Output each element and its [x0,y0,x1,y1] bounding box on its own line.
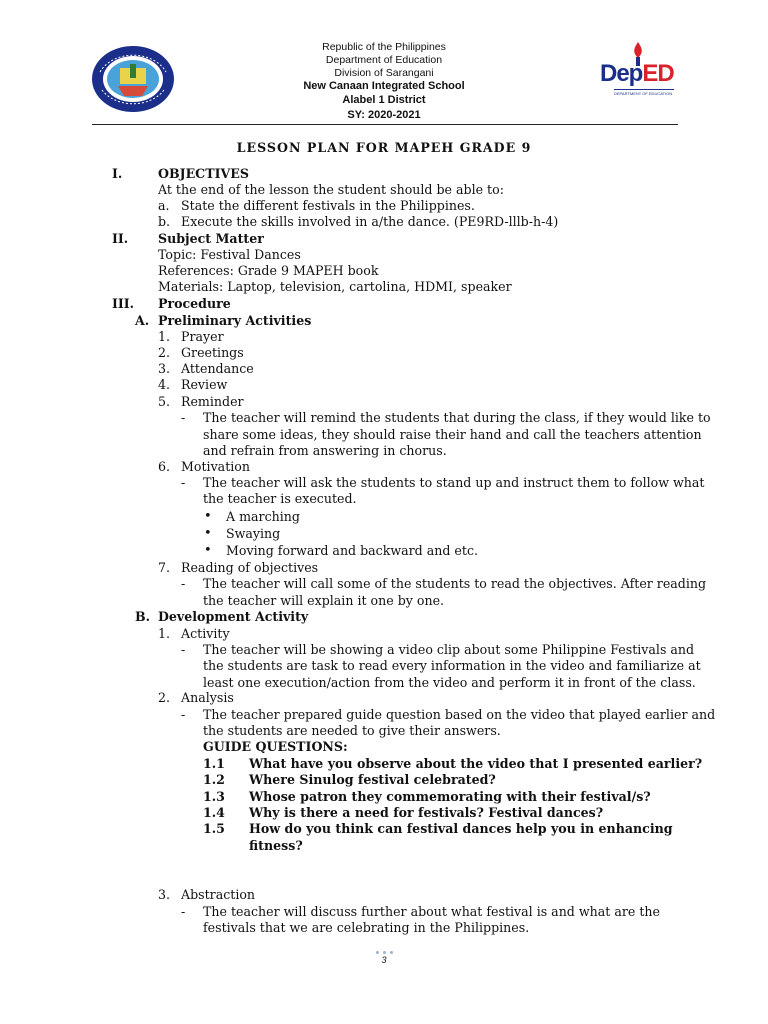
objective-label: b. [158,214,171,229]
abstraction-line: The teacher will discuss further about what festival is and what are the [203,904,660,919]
question-text: Why is there a need for festivals? Festival dances? [249,805,604,820]
activity-line: The teacher will be showing a video clip about some Philippine Festivals and [203,642,695,657]
subsection-label-b: B. [135,609,151,624]
abstraction-line: festivals that we are celebrating in the Philippines. [203,920,530,935]
header-sy: SY: 2020-2021 [347,109,421,121]
header-district: Alabel 1 District [342,94,426,106]
header-republic: Republic of the Philippines [322,41,446,53]
list-number: 1. [158,329,171,344]
question-number: 1.3 [203,789,225,804]
objective-text: Execute the skills involved in a/the dance. (PE9RD-lllb-h-4) [181,214,559,229]
motivation-line: the teacher is executed. [203,491,357,506]
question-text: Whose patron they commemorating with their festival/s? [249,789,651,804]
question-number: 1.4 [203,805,225,820]
list-item: Attendance [181,361,254,376]
list-item: Prayer [181,329,224,344]
activity-line: the students are task to read every information in the video and familiarize at [203,658,701,673]
section-heading-subject: Subject Matter [158,231,264,246]
list-number: 2. [158,345,171,360]
deped-logo [600,42,682,108]
list-number: 4. [158,377,171,392]
header-divider [92,124,678,125]
dash-marker: - [181,576,186,591]
subject-materials: Materials: Laptop, television, cartolina, HDMI, speaker [158,279,512,294]
reminder-line: The teacher will remind the students that during the class, if they would like to [203,410,711,425]
subsection-label-a: A. [135,313,150,328]
list-item: Motivation [181,459,250,474]
list-item: Abstraction [181,887,256,902]
motivation-line: The teacher will ask the students to stand up and instruct them to follow what [203,475,705,490]
subject-references: References: Grade 9 MAPEH book [158,263,379,278]
list-number: 7. [158,560,171,575]
question-text: What have you observe about the video that I presented earlier? [249,756,703,771]
header-department: Department of Education [325,54,443,66]
list-item: Reminder [181,394,244,409]
list-number: 1. [158,626,171,641]
list-item: Analysis [181,690,234,705]
reading-line: the teacher will explain it one by one. [203,593,445,608]
objective-label: a. [158,198,170,213]
list-number: 5. [158,394,171,409]
reminder-line: share some ideas, they should raise their hand and call the teachers attention [203,427,702,442]
question-text: Where Sinulog festival celebrated? [249,772,496,787]
question-text-continued: fitness? [249,838,303,853]
deped-subtitle: DEPARTMENT OF EDUCATION [614,91,673,96]
guide-questions-heading: GUIDE QUESTIONS: [203,739,348,754]
section-number-subject: II. [112,231,129,246]
header-school: New Canaan Integrated School [303,80,465,92]
question-number: 1.2 [203,772,225,787]
question-number: 1.1 [203,756,225,771]
analysis-line: the students are needed to give their answers. [203,723,501,738]
analysis-line: The teacher prepared guide question based on the video that played earlier and [203,707,716,722]
section-heading-objectives: OBJECTIVES [158,166,249,181]
list-number: 3. [158,361,171,376]
list-item: Reading of objectives [181,560,319,575]
subject-topic: Topic: Festival Dances [158,247,301,262]
subsection-heading-development: Development Activity [158,609,309,624]
dash-marker: - [181,410,186,425]
dash-marker: - [181,904,186,919]
dash-marker: - [181,707,186,722]
dash-marker: - [181,642,186,657]
dash-marker: - [181,475,186,490]
bullet-item: • A marching [226,509,300,525]
page-dots [0,946,768,954]
activity-line: least one execution/action from the video and perform it in front of the class. [203,675,696,690]
list-number: 3. [158,887,171,902]
list-item: Greetings [181,345,244,360]
reminder-line: and refrain from answering in chorus. [203,443,447,458]
question-number: 1.5 [203,821,225,836]
list-number: 2. [158,690,171,705]
objectives-intro: At the end of the lesson the student should be able to: [158,182,504,197]
list-number: 6. [158,459,171,474]
deped-wordmark: DepED [600,60,674,87]
section-heading-procedure: Procedure [158,296,231,311]
section-number-objectives: I. [112,166,123,181]
page-title: LESSON PLAN FOR MAPEH GRADE 9 [236,140,532,155]
bullet-item: • Swaying [226,526,280,542]
section-number-procedure: III. [112,296,135,311]
header-division: Division of Sarangani [334,67,434,79]
question-text: How do you think can festival dances help you in enhancing [249,821,673,836]
page-number: 3 [381,955,387,965]
list-item: Review [181,377,228,392]
bullet-item: • Moving forward and backward and etc. [226,543,478,559]
objective-text: State the different festivals in the Philippines. [181,198,475,213]
list-item: Activity [181,626,230,641]
subsection-heading-preliminary: Preliminary Activities [158,313,312,328]
reading-line: The teacher will call some of the students to read the objectives. After reading [203,576,707,591]
